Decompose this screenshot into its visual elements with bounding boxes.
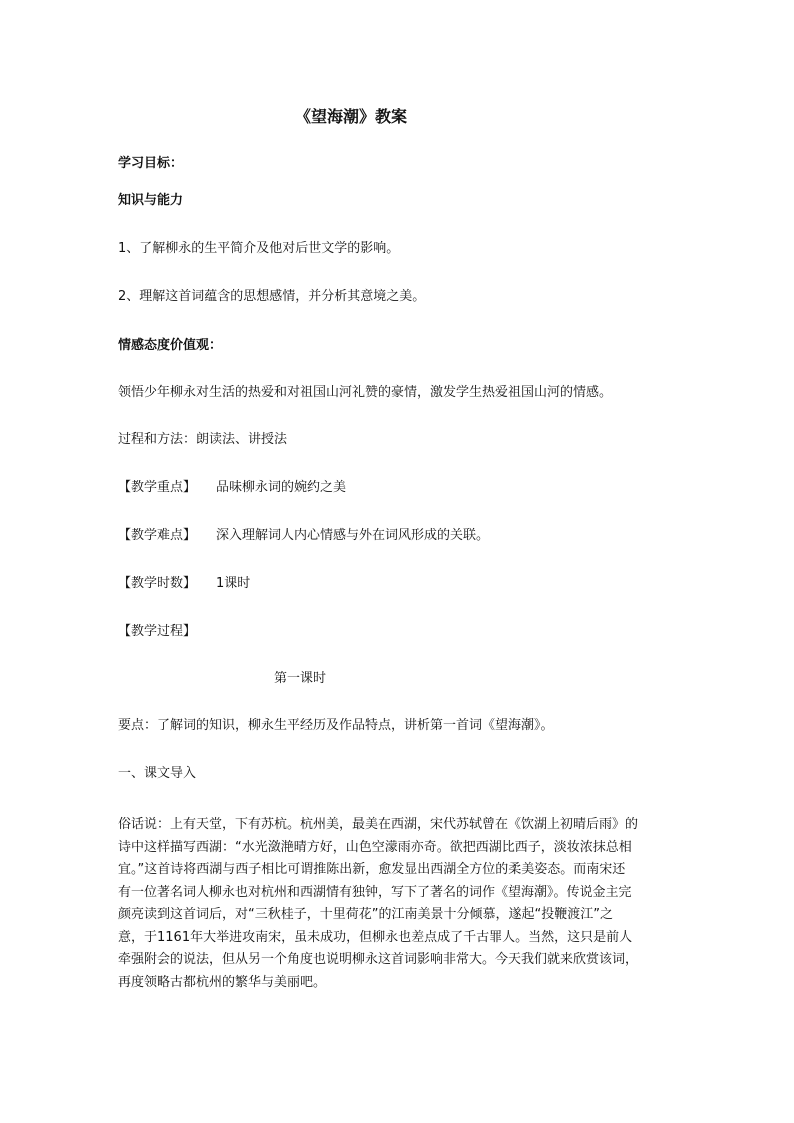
intro-line: 宜。”这首诗将西湖与西子相比可谓推陈出新，愈发显出西湖全方位的柔美姿态。而南宋还 xyxy=(118,862,626,877)
document-title: 《望海潮》教案 xyxy=(295,107,408,126)
intro-line: 诗中这样描写西湖：“水光潋滟晴方好，山色空濛雨亦奇。欲把西湖比西子，淡妆浓抹总相 xyxy=(118,839,632,855)
knowledge-heading: 知识与能力 xyxy=(118,193,184,208)
hours-row xyxy=(118,576,250,592)
intro-line: 再度领略古都杭州的繁华与美丽吧。 xyxy=(118,974,327,990)
intro-line: 颜亮读到这首词后，对“三秋桂子，十里荷花”的江南美景十分倾慕，遂起“投鞭渡江”之 xyxy=(118,907,613,922)
intro-paragraph xyxy=(118,814,678,994)
lesson-summary: 要点：了解词的知识，柳永生平经历及作品特点，讲析第一首词《望海潮》。 xyxy=(118,718,554,733)
process-method: 过程和方法：朗读法、讲授法 xyxy=(118,432,288,447)
key-point-label: 【教学重点】 xyxy=(118,480,197,495)
intro-line: 有一位著名词人柳永也对杭州和西湖情有独钟，写下了著名的词作《望海潮》。传说金主完 xyxy=(118,884,632,900)
difficulty-label: 【教学难点】 xyxy=(118,528,197,543)
key-point-value: 品味柳永词的婉约之美 xyxy=(216,480,347,495)
procedure-label: 【教学过程】 xyxy=(118,624,197,639)
hours-value: 1课时 xyxy=(216,576,251,591)
section1-heading: 一、课文导入 xyxy=(118,766,197,781)
difficulty-row xyxy=(118,528,489,544)
difficulty-value: 深入理解词人内心情感与外在词风形成的关联。 xyxy=(216,528,490,543)
key-point-row xyxy=(118,480,346,496)
objective-item-2: 2、理解这首词蕴含的思想感情，并分析其意境之美。 xyxy=(118,289,426,304)
hours-label: 【教学时数】 xyxy=(118,576,197,591)
intro-line: 意，于1161年大举进攻南宋，虽未成功，但柳永也差点成了千古罪人。当然，这只是前人 xyxy=(118,929,633,945)
lesson-title: 第一课时 xyxy=(274,671,327,686)
intro-line: 俗话说：上有天堂，下有苏杭。杭州美，最美在西湖，宋代苏轼曾在《饮湖上初晴后雨》的 xyxy=(118,817,639,832)
intro-line: 牵强附会的说法，但从另一个角度也说明柳永这首词影响非常大。今天我们就来欣赏该词， xyxy=(118,952,639,967)
emotion-text: 领悟少年柳永对生活的热爱和对祖国山河礼赞的豪情，激发学生热爱祖国山河的情感。 xyxy=(118,385,613,400)
objectives-heading: 学习目标： xyxy=(118,156,184,171)
objective-item-1: 1、了解柳永的生平简介及他对后世文学的影响。 xyxy=(118,241,400,256)
emotion-heading: 情感态度价值观： xyxy=(118,338,223,353)
